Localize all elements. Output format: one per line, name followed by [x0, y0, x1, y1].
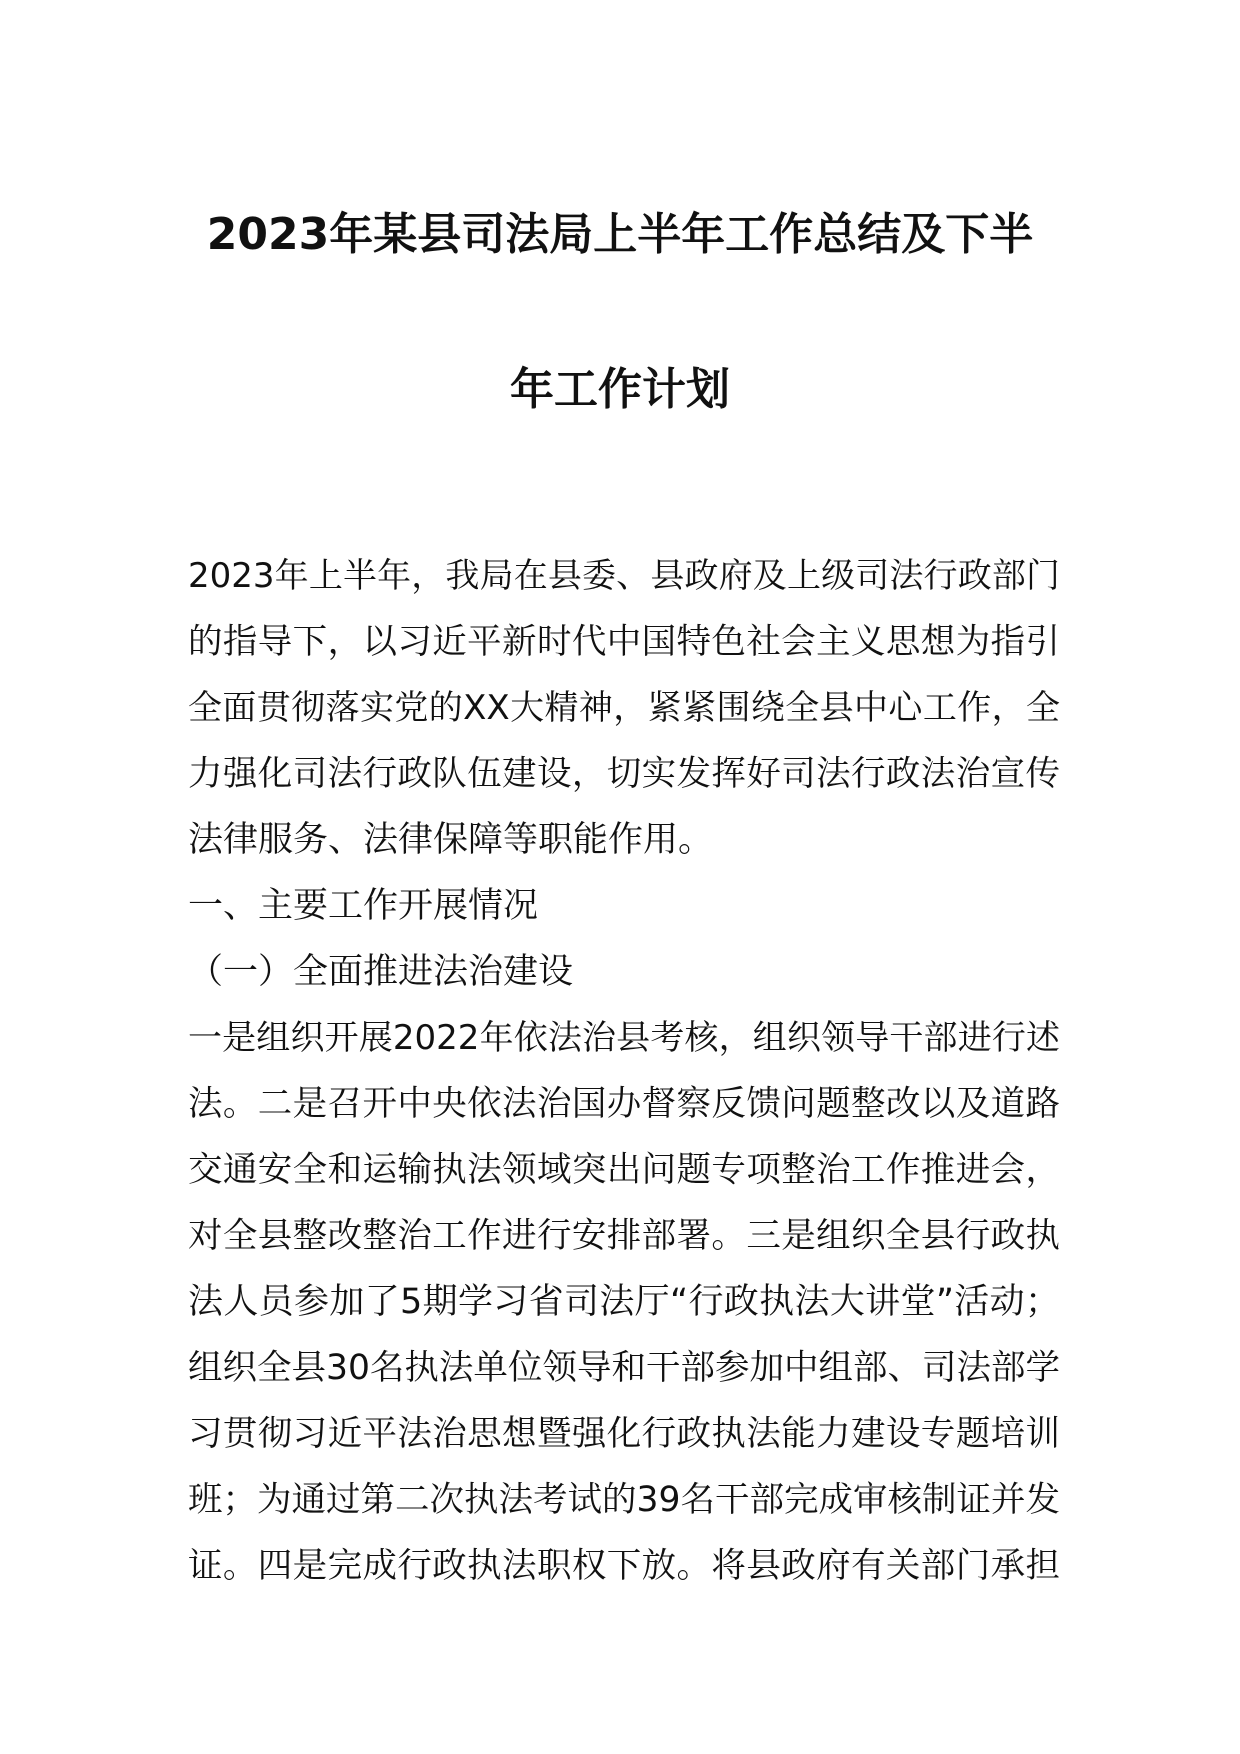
- document-body: [188, 543, 1060, 1599]
- section-heading: 一、主要工作开展情况: [188, 886, 539, 926]
- body-line: 证。四是完成行政执法职权下放。将县政府有关部门承担: [188, 1546, 1060, 1586]
- body-line: 班；为通过第二次执法考试的39名干部完成审核制证并发: [188, 1480, 1060, 1520]
- body-line: 对全县整改整治工作进行安排部署。三是组织全县行政执: [188, 1216, 1060, 1256]
- body-line: 法人员参加了5期学习省司法厅“行政执法大讲堂”活动；: [188, 1282, 1060, 1322]
- body-line: 一是组织开展2022年依法治县考核，组织领导干部进行述: [188, 1018, 1060, 1058]
- subsection-heading: （一）全面推进法治建设: [188, 952, 574, 992]
- document-title-line-2: 年工作计划: [510, 364, 730, 415]
- body-line: 全面贯彻落实党的XX大精神，紧紧围绕全县中心工作，全: [188, 688, 1060, 728]
- body-line: 习贯彻习近平法治思想暨强化行政执法能力建设专题培训: [188, 1414, 1060, 1454]
- body-line: 组织全县30名执法单位领导和干部参加中组部、司法部学: [188, 1348, 1060, 1388]
- body-line: 法。二是召开中央依法治国办督察反馈问题整改以及道路: [188, 1084, 1060, 1124]
- body-line: 2023年上半年，我局在县委、县政府及上级司法行政部门: [188, 556, 1060, 596]
- document-title-line-1: 2023年某县司法局上半年工作总结及下半: [206, 209, 1034, 260]
- body-line: 力强化司法行政队伍建设，切实发挥好司法行政法治宣传: [188, 754, 1060, 794]
- body-line: 的指导下，以习近平新时代中国特色社会主义思想为指引: [188, 622, 1060, 662]
- body-line: 法律服务、法律保障等职能作用。: [188, 820, 714, 860]
- body-line: 交通安全和运输执法领域突出问题专项整治工作推进会，: [188, 1150, 1060, 1190]
